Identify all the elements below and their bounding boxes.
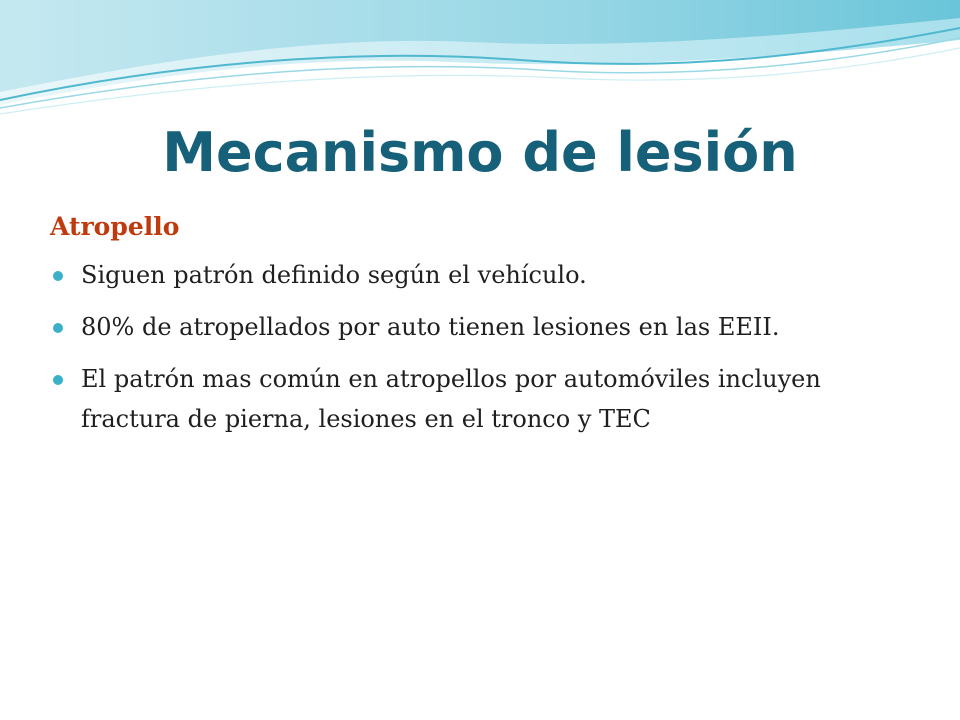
bullet-list [50,255,910,451]
bullet-item [50,255,910,295]
bullet-dot-icon [53,323,63,333]
bullet-text: 80% de atropellados por auto tienen lesiones en las EEII. [81,313,780,341]
bullet-text: Siguen patrón definido según el vehículo. [81,261,587,289]
section-subheading: Atropello [50,212,180,241]
bullet-text: El patrón mas común en atropellos por automóviles incluyen fractura de pierna, lesiones en el tronco y TEC [81,365,821,433]
slide-title: Mecanismo de lesión [162,121,798,184]
bullet-dot-icon [53,375,63,385]
header-wave-decoration [0,0,960,120]
bullet-item [50,359,910,439]
bullet-item [50,307,910,347]
bullet-dot-icon [53,271,63,281]
